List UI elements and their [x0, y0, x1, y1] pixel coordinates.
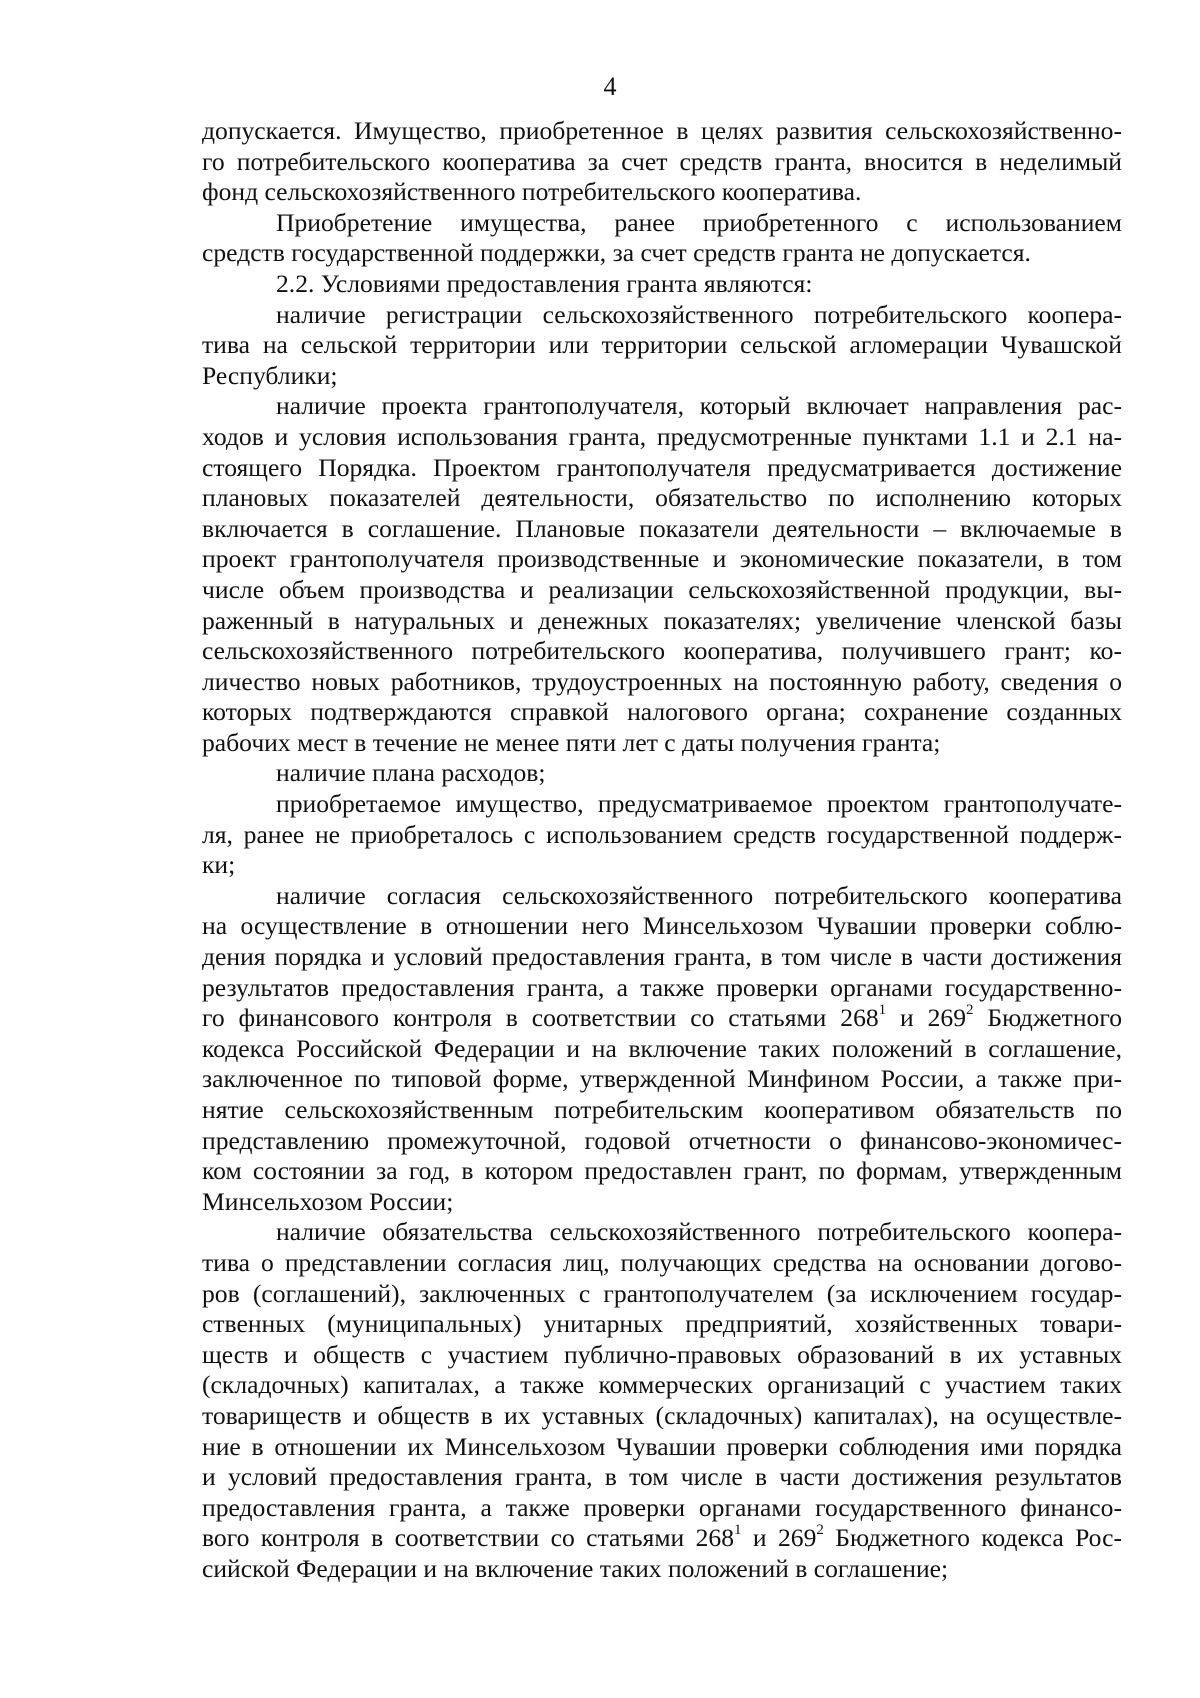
text-line: раженный в натуральных и денежных показателях; увеличение членской базы — [202, 605, 1122, 635]
page-number: 4 — [603, 72, 617, 101]
text-line: ществ и обществ с участием публично-правовых образований в их уставных — [202, 1339, 1122, 1369]
text-line: тива на сельской территории или территории сельской агломерации Чувашской — [202, 330, 1122, 360]
text-line: кодекса Российской Федерации и на включение таких положений в соглашение, — [202, 1033, 1122, 1063]
text-line: наличие регистрации сельскохозяйственного потребительского коопера- — [276, 299, 1122, 329]
text-line: сийской Федерации и на включение таких положений в соглашение; — [202, 1553, 949, 1583]
text-line: нятие сельскохозяйственным потребительским кооперативом обязательств по — [202, 1095, 1122, 1124]
body-text — [202, 116, 1122, 1585]
text-line: дения порядка и условий предоставления гранта, в том числе в части достижения — [202, 942, 1122, 972]
text-line: приобретаемое имущество, предусматриваемое проектом грантополучате- — [276, 789, 1122, 819]
text-line: и условий предоставления гранта, в том числе в части достижения результатов — [202, 1462, 1122, 1492]
text-line: сельскохозяйственного потребительского кооператива, получившего грант; ко- — [202, 636, 1122, 666]
text-line: наличие плана расходов; — [276, 758, 546, 788]
text-line: ственных (муниципальных) унитарных предприятий, хозяйственных товари- — [202, 1309, 1122, 1339]
text-line: фонд сельскохозяйственного потребительского кооператива. — [202, 177, 862, 207]
text-line: товариществ и обществ в их уставных (складочных) капиталах), на осуществле- — [202, 1400, 1122, 1430]
text-line: Приобретение имущества, ранее приобретенного с использованием — [276, 207, 1122, 237]
text-line: предоставления гранта, а также проверки органами государственного финансо- — [202, 1492, 1122, 1522]
text-line: плановых показателей деятельности, обязательство по исполнению которых — [202, 483, 1122, 513]
text-line: заключенное по типовой форме, утвержденной Минфином России, а также при- — [202, 1064, 1122, 1094]
text-line: личество новых работников, трудоустроенных на постоянную работу, сведения о — [202, 666, 1122, 696]
text-line: ходов и условия использования гранта, предусмотренные пунктами 1.1 и 2.1 на- — [202, 421, 1122, 451]
text-line: включается в соглашение. Плановые показатели деятельности – включаемые в — [202, 513, 1122, 543]
text-line: Минсельхозом России; — [202, 1186, 454, 1216]
text-line: (складочных) капиталах, а также коммерческих организаций с участием таких — [202, 1370, 1122, 1400]
text-line: на осуществление в отношении него Минсельхозом Чувашии проверки соблю- — [202, 911, 1122, 941]
text-line: ние в отношении их Минсельхозом Чувашии проверки соблюдения ими порядка — [202, 1431, 1122, 1461]
text-line: наличие согласия сельскохозяйственного потребительского кооператива — [276, 880, 1122, 910]
text-line: результатов предоставления гранта, а также проверки органами государственно- — [202, 972, 1122, 1002]
text-line: 2.2. Условиями предоставления гранта являются: — [276, 268, 813, 298]
text-line: ров (соглашений), заключенных с грантополучателем (за исключением государ- — [202, 1278, 1122, 1308]
text-line: представлению промежуточной, годовой отчетности о финансово-экономичес- — [202, 1125, 1122, 1155]
text-line: числе объем производства и реализации сельскохозяйственной продукции, вы- — [202, 574, 1122, 604]
text-line: которых подтверждаются справкой налогового органа; сохранение созданных — [202, 697, 1122, 727]
text-line: ком состоянии за год, в котором предоставлен грант, по формам, утвержденным — [202, 1156, 1122, 1186]
text-line: тива о представлении согласия лиц, получающих средства на основании догово- — [202, 1247, 1122, 1277]
text-line: наличие проекта грантополучателя, который включает направления рас- — [276, 391, 1122, 421]
text-line: стоящего Порядка. Проектом грантополучателя предусматривается достижение — [202, 452, 1122, 482]
text-line: ки; — [202, 850, 236, 880]
text-line: го потребительского кооператива за счет средств гранта, вносится в неделимый — [202, 146, 1122, 176]
text-line: средств государственной поддержки, за счет средств гранта не допускается. — [202, 238, 1031, 268]
text-line: ля, ранее не приобреталось с использованием средств государственной поддерж- — [202, 819, 1122, 849]
text-line: рабочих мест в течение не менее пяти лет с даты получения гранта; — [202, 727, 941, 757]
text-line: вого контроля в соответствии со статьями $268^1$ и $269^2$ Бюджетного кодекса Рос- — [202, 1521, 1122, 1553]
text-line: наличие обязательства сельскохозяйственного потребительского коопера- — [276, 1217, 1122, 1247]
text-line: проект грантополучателя производственные и экономические показатели, в том — [202, 544, 1122, 574]
text-line: Республики; — [202, 360, 338, 390]
text-line: го финансового контроля в соответствии со статьями $268^1$ и $269^2$ Бюджетного — [202, 1001, 1122, 1033]
text-line: допускается. Имущество, приобретенное в целях развития сельскохозяйственно- — [202, 116, 1122, 145]
